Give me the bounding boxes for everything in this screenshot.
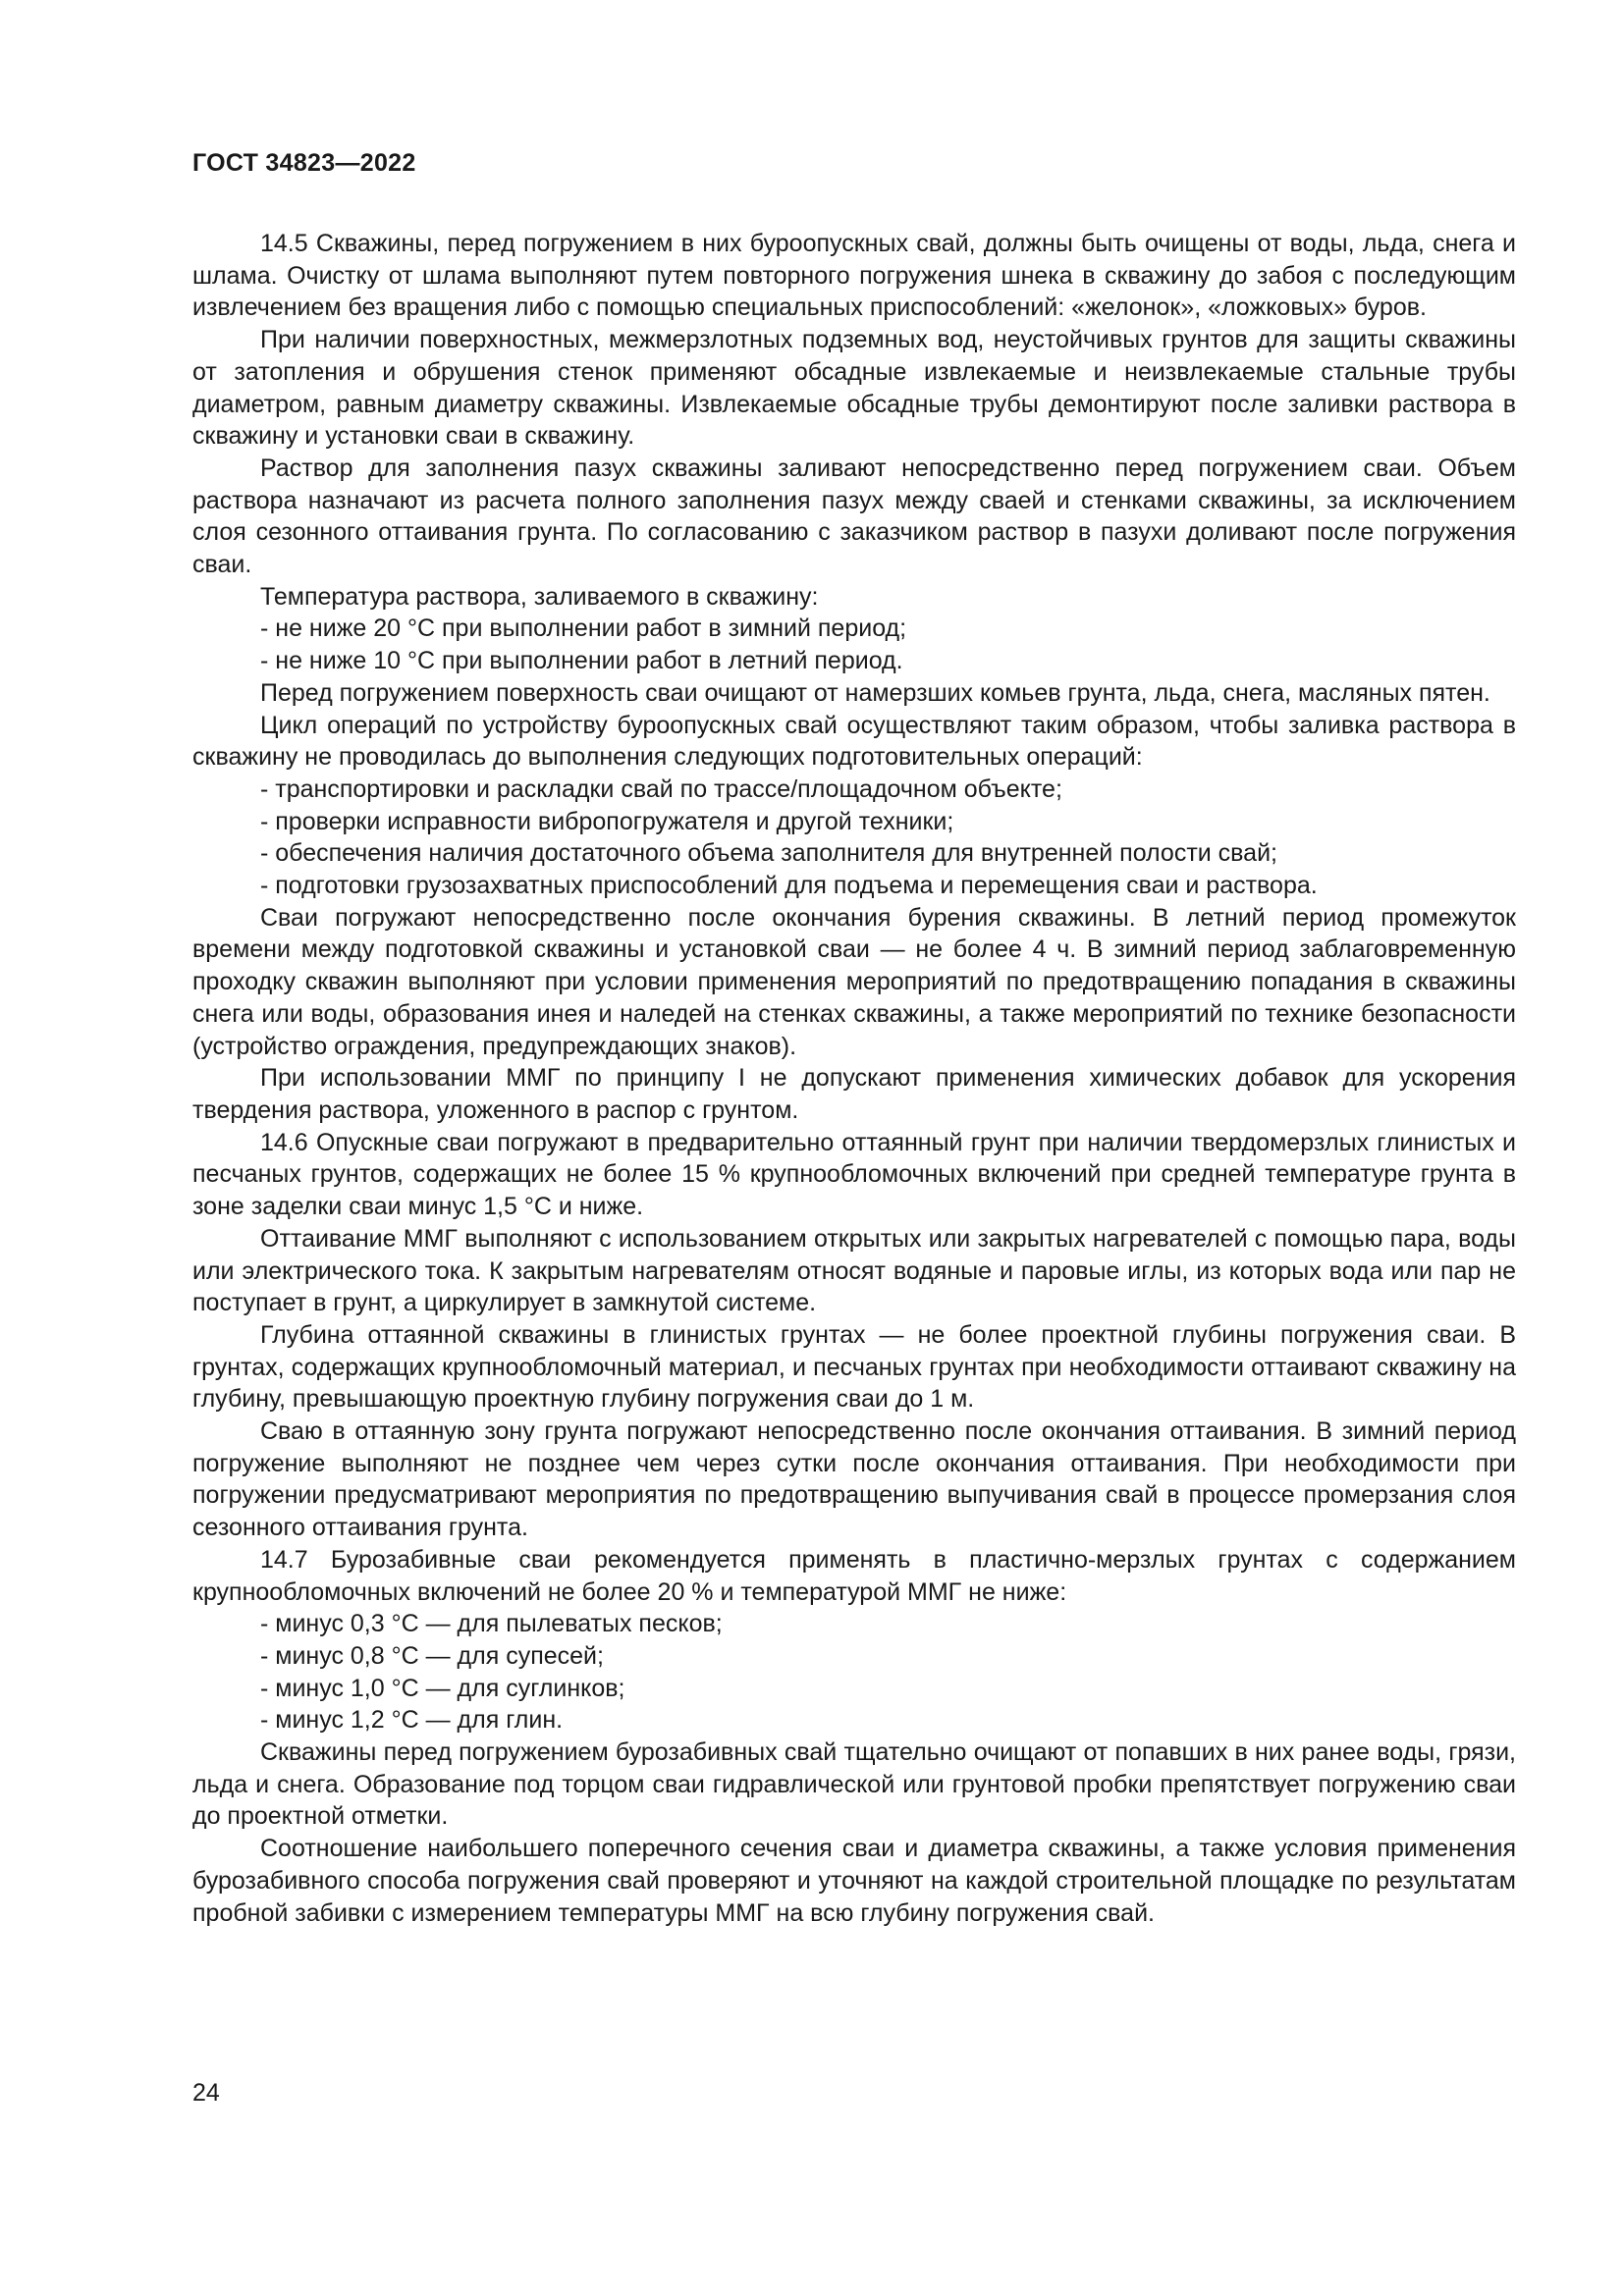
- paragraph: Раствор для заполнения пазух скважины заливают непосредственно перед погружением сваи. Объем раствора назначают из расчета полного заполнения пазух между сваей и стенками скважины, за исключением слоя сезонного оттаивания грунта. По согласованию с заказчиком раствор в пазухи доливают после погружения сваи.: [192, 454, 1516, 579]
- paragraph: Цикл операций по устройству буроопускных свай осуществляют таким образом, чтобы заливка раствора в скважину не проводилась до выполнения следующих подготовительных операций:: [192, 711, 1516, 772]
- paragraph: 14.7 Бурозабивные сваи рекомендуется применять в пластично-мерзлых грунтах с содержанием крупнообломочных включений не более 20 % и температурой ММГ не ниже:: [192, 1545, 1516, 1606]
- paragraph: 14.6 Опускные сваи погружают в предварительно оттаянный грунт при наличии твердомерзлых глинистых и песчаных грунтов, содержащих не более 15 % крупнообломочных включений при средней температуре грунта в зоне заделки сваи минус 1,5 °C и ниже.: [192, 1128, 1516, 1221]
- paragraph: Сваи погружают непосредственно после окончания бурения скважины. В летний период промежуток времени между подготовкой скважины и установкой сваи — не более 4 ч. В зимний период заблаговременную проходку скважин выполняют при условии применения мероприятий по предотвращению попадания в скважины снега или воды, образования инея и наледей на стенках скважины, а также мероприятий по технике безопасности (устройство ограждения, предупреждающих знаков).: [192, 903, 1516, 1060]
- list-item: - подготовки грузозахватных приспособлений для подъема и перемещения сваи и раствора.: [260, 872, 1318, 900]
- paragraph: Сваю в оттаянную зону грунта погружают непосредственно после окончания оттаивания. В зимний период погружение выполняют не позднее чем через сутки после окончания оттаивания. При необходимости при погружении предусматривают мероприятия по предотвращению выпучивания свай в процессе промерзания слоя сезонного оттаивания грунта.: [192, 1417, 1516, 1542]
- paragraph: Температура раствора, заливаемого в скважину:: [260, 582, 819, 611]
- paragraph: Соотношение наибольшего поперечного сечения сваи и диаметра скважины, а также условия применения бурозабивного способа погружения свай проверяют и уточняют на каждой строительной площадке по результатам пробной забивки с измерением температуры ММГ на всю глубину погружения свай.: [192, 1835, 1516, 1927]
- paragraph: Скважины перед погружением бурозабивных свай тщательно очищают от попавших в них ранее воды, грязи, льда и снега. Образование под торцом сваи гидравлической или грунтовой пробки препятствует погружению сваи до проектной отметки.: [192, 1738, 1516, 1831]
- list-item: - не ниже 20 °C при выполнении работ в зимний период;: [260, 614, 907, 643]
- list-item: - минус 1,0 °C — для суглинков;: [260, 1674, 625, 1702]
- list-item: - не ниже 10 °C при выполнении работ в летний период.: [260, 647, 903, 675]
- paragraph: Глубина оттаянной скважины в глинистых грунтах — не более проектной глубины погружения сваи. В грунтах, содержащих крупнообломочный материал, и песчаных грунтах при необходимости оттаивают скважину на глубину, превышающую проектную глубину погружения сваи до 1 м.: [192, 1320, 1516, 1414]
- list-item: - минус 0,3 °C — для пылеватых песков;: [260, 1610, 723, 1638]
- paragraph: При наличии поверхностных, межмерзлотных подземных вод, неустойчивых грунтов для защиты скважины от затопления и обрушения стенок применяют обсадные извлекаемые и неизвлекаемые стальные трубы диаметром, равным диаметру скважины. Извлекаемые обсадные трубы демонтируют после заливки раствора в скважину и установки сваи в скважину.: [192, 326, 1516, 451]
- paragraph: 14.5 Скважины, перед погружением в них буроопускных свай, должны быть очищены от воды, льда, снега и шлама. Очистку от шлама выполняют путем повторного погружения шнека в скважину до забоя с последующим извлечением без вращения либо с помощью специальных приспособлений: «желонок», «ложковых» буров.: [192, 230, 1516, 322]
- document-body: [192, 228, 1516, 1929]
- page-number: 24: [192, 2079, 220, 2107]
- paragraph: Перед погружением поверхность сваи очищают от намерзших комьев грунта, льда, снега, масляных пятен.: [260, 678, 1490, 707]
- list-item: - транспортировки и раскладки свай по трассе/площадочном объекте;: [260, 774, 1062, 803]
- list-item: - минус 0,8 °C — для супесей;: [260, 1641, 604, 1670]
- paragraph: При использовании ММГ по принципу I не допускают применения химических добавок для ускорения твердения раствора, уложенного в распор с грунтом.: [192, 1064, 1516, 1124]
- paragraph: Оттаивание ММГ выполняют с использованием открытых или закрытых нагревателей с помощью пара, воды или электрического тока. К закрытым нагревателям относят водяные и паровые иглы, из которых вода или пар не поступает в грунт, а циркулирует в замкнутой системе.: [192, 1224, 1516, 1317]
- list-item: - проверки исправности вибропогружателя и другой техники;: [260, 807, 954, 835]
- document-id-header: ГОСТ 34823—2022: [192, 149, 416, 177]
- list-item: - минус 1,2 °C — для глин.: [260, 1706, 564, 1735]
- list-item: - обеспечения наличия достаточного объема заполнителя для внутренней полости свай;: [260, 839, 1277, 868]
